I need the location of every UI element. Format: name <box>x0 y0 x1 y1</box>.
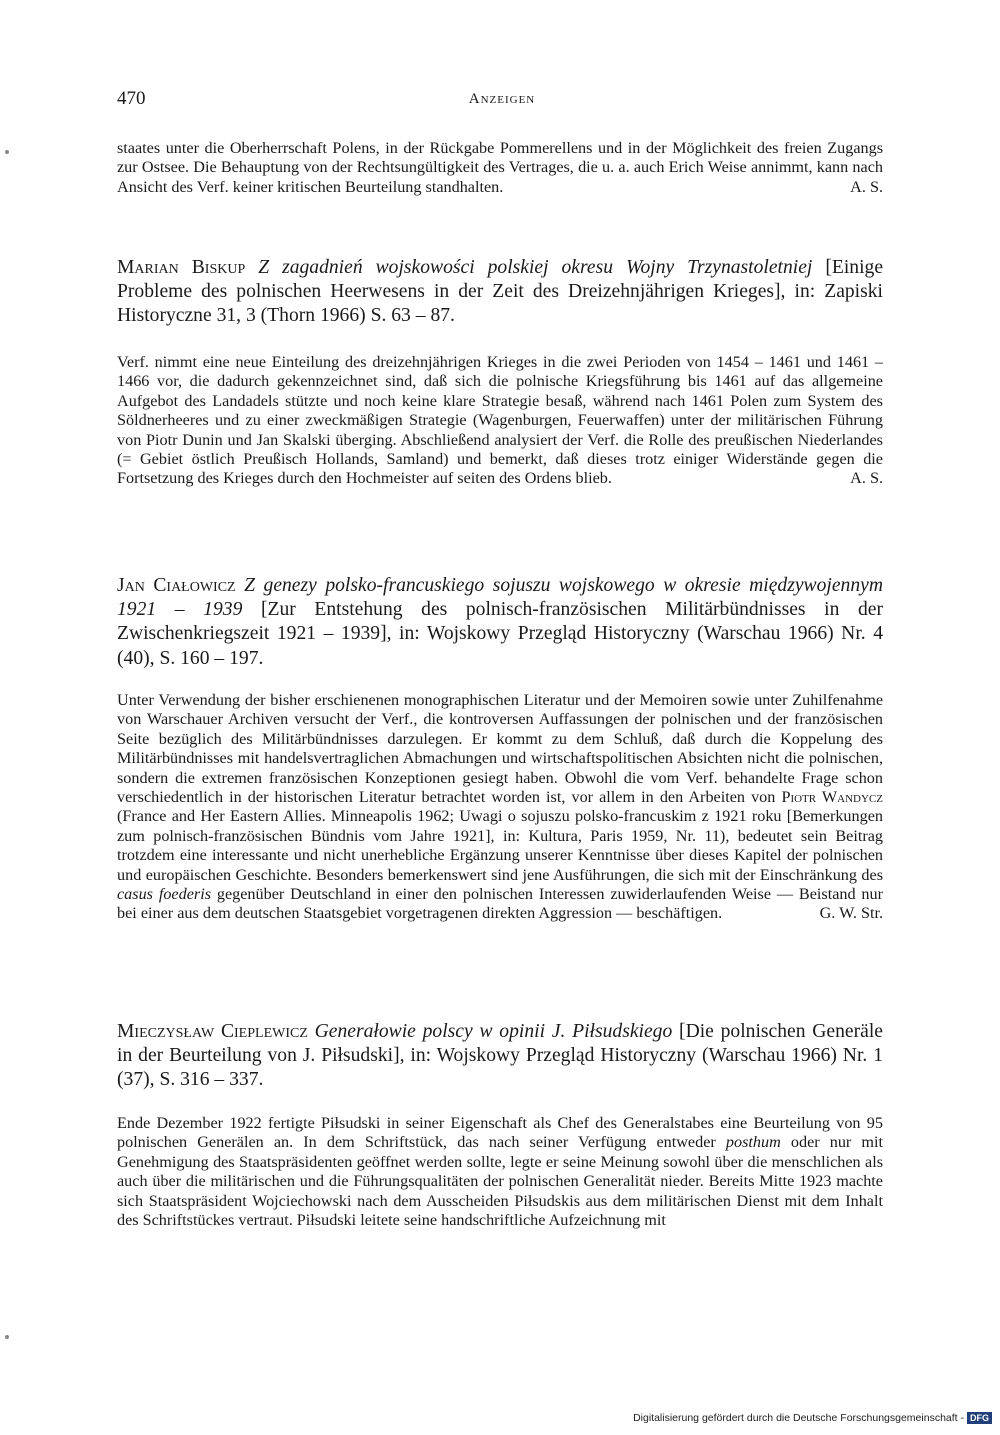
bibliographic-reference <box>117 1020 883 1093</box>
entry-cieplewicz <box>117 1020 883 1093</box>
entry-biskup <box>117 256 883 329</box>
cited-author: Piotr Wandycz <box>781 788 883 807</box>
paragraph-text: staates unter die Oberherrschaft Polens, in der Rückgabe Pommerellens und in der Möglichkeit des freien Zugangs zur Ostsee. Die Behauptung von der Rechtsungültigkeit des Vertrages, die u. a. auch Erich Weise annimmt, kann nach Ansicht des Verf. keiner kritischen Beurteilung standhalten. <box>117 139 883 196</box>
reference-details: [Zur Entstehung des polnisch-französischen Militärbündnisses in der Zwischenkriegszeit 1921 – 1939], in: Wojskowy Przegląd Historyczny (Warschau 1966) Nr. 4 (40), S. 160 – 197. <box>117 599 883 669</box>
review-text <box>117 1114 883 1230</box>
bibliographic-reference <box>117 256 883 329</box>
entry-continuation-text <box>117 139 883 197</box>
author-name: Jan Ciałowicz <box>117 575 236 596</box>
entry-biskup-review <box>117 353 883 489</box>
paragraph-text: (France and Her Eastern Allies. Minneapolis 1962; Uwagi o sojuszu polsko-francuskim z 1921 roku [Bemerkungen zum polnisch-französischen Bündnis vom Jahre 1921], in: Kultura, Paris 1959, Nr. 11), bedeutet sein Beitrag trotzdem eine interessante und nicht unerhebliche Ergänzung unserer Kenntnisse über dieses Kapitel der polnischen und europäischen Geschichte. Besonders bemerkenswert sind jene Ausführungen, die sich mit der Einschränkung des <box>117 807 883 884</box>
author-name: Mieczysław Cieplewicz <box>117 1021 308 1042</box>
paragraph-text: Ende Dezember 1922 fertigte Piłsudski in seiner Eigenschaft als Chef des Generalstabes eine Beurteilung von 95 polnischen Generälen an. In dem Schriftstück, das nach seiner Verfügung entweder <box>117 1114 883 1152</box>
author-name: Marian Biskup <box>117 257 246 278</box>
italic-term: posthum <box>725 1133 781 1152</box>
reviewer-signature: A. S. <box>850 469 883 488</box>
work-title: Z genezy polsko-francuskiego sojuszu wojskowego w okresie międzywojennym 1921 – 1939 <box>117 575 883 621</box>
reviewer-signature: G. W. Str. <box>819 904 883 923</box>
work-title: Z zagadnień wojskowości polskiej okresu Wojny Trzynastoletniej <box>258 257 813 278</box>
reference-details: [Einige Probleme des polnischen Heerwesens in der Zeit des Dreizehnjährigen Krieges], in: Zapiski Historyczne 31, 3 (Thorn 1966) S. 63 – 87. <box>117 257 884 327</box>
review-text <box>117 691 883 924</box>
entry-cieplewicz-review <box>117 1114 883 1230</box>
dfg-logo: DFG <box>967 1412 992 1424</box>
scan-speck <box>5 150 9 154</box>
paragraph-text: Verf. nimmt eine neue Einteilung des dreizehnjährigen Krieges in die zwei Perioden von 1454 – 1461 und 1461 – 1466 vor, die dadurch gekennzeichnet sind, daß sich die polnische Kriegsführung bis 1461 auf das allgemeine Aufgebot des Landadels stützte und noch keine klare Strategie besaß, während nach 1461 Polen zum System des Söldnerheeres und zu einer zweckmäßigen Strategie (Wagenburgen, Feuerwaffen) unter der militärischen Führung von Piotr Dunin und Jan Skalski überging. Abschließend analysiert der Verf. die Rolle des preußischen Niederlandes (= Gebiet östlich Preußisch Hollands, Samland) und bemerkt, daß dieses trotz einiger Widerstände gegen die Fortsetzung des Krieges durch den Hochmeister auf seiten des Ordens blieb. <box>117 353 883 488</box>
entry-cialowicz <box>117 574 883 671</box>
reference-details: [Die polnischen Generäle in der Beurteilung von J. Piłsudski], in: Wojskowy Przegląd Historyczny (Warschau 1966) Nr. 1 (37), S. 316 – 337. <box>117 1021 883 1091</box>
digitization-footer <box>633 1412 992 1424</box>
running-head: Anzeigen <box>468 91 536 107</box>
paragraph-text: Unter Verwendung der bisher erschienenen monographischen Literatur und der Memoiren sowie unter Zuhilfenahme von Warschauer Archiven versucht der Verf., die kontroversen Auffassungen der polnischen und der französischen Seite bezüglich des Militärbündnisses darzulegen. Er kommt zu dem Schluß, daß durch die Koppelung des Militärbündnisses mit handelsvertraglichen Abmachungen und wirtschaftspolitischen Absichten nicht die polnischen, sondern die extremen französischen Konzeptionen gesiegt haben. Obwohl die vom Verf. behandelte Frage schon verschiedentlich in der historischen Literatur betrachtet worden ist, vor allem in den Arbeiten von <box>117 691 883 807</box>
paragraph-text: gegenüber Deutschland in einer den polnischen Interessen zuwiderlaufenden Weise — Beistand nur bei einer aus dem deutschen Staatsgebiet vorgetragenen direkten Aggression — beschäftigen. <box>117 885 884 923</box>
bibliographic-reference <box>117 574 883 671</box>
page-header <box>117 88 887 114</box>
reviewer-signature: A. S. <box>850 177 883 196</box>
italic-term: casus foederis <box>117 885 211 904</box>
entry-continuation <box>117 139 883 197</box>
page-number: 470 <box>117 88 146 109</box>
footer-text: Digitalisierung gefördert durch die Deutsche Forschungsgemeinschaft - <box>633 1412 964 1424</box>
paragraph-text: oder nur mit Genehmigung des Staatspräsidenten geöffnet werden sollte, legte er seine Meinung sowohl über die menschlichen als auch über die militärischen und die Führungsqualitäten der polnischen Generalität nieder. Bereits Mitte 1923 machte sich Staatspräsident Wojciechowski nach dem Ausscheiden Piłsudskis aus dem militärischen Dienst mit dem Inhalt des Schriftstückes vertraut. Piłsudski leitete seine handschriftliche Aufzeichnung mit <box>117 1133 884 1230</box>
review-text <box>117 353 883 489</box>
entry-cialowicz-review <box>117 691 883 924</box>
work-title: Generałowie polscy w opinii J. Piłsudskiego <box>314 1021 673 1042</box>
scan-speck <box>5 1335 9 1339</box>
